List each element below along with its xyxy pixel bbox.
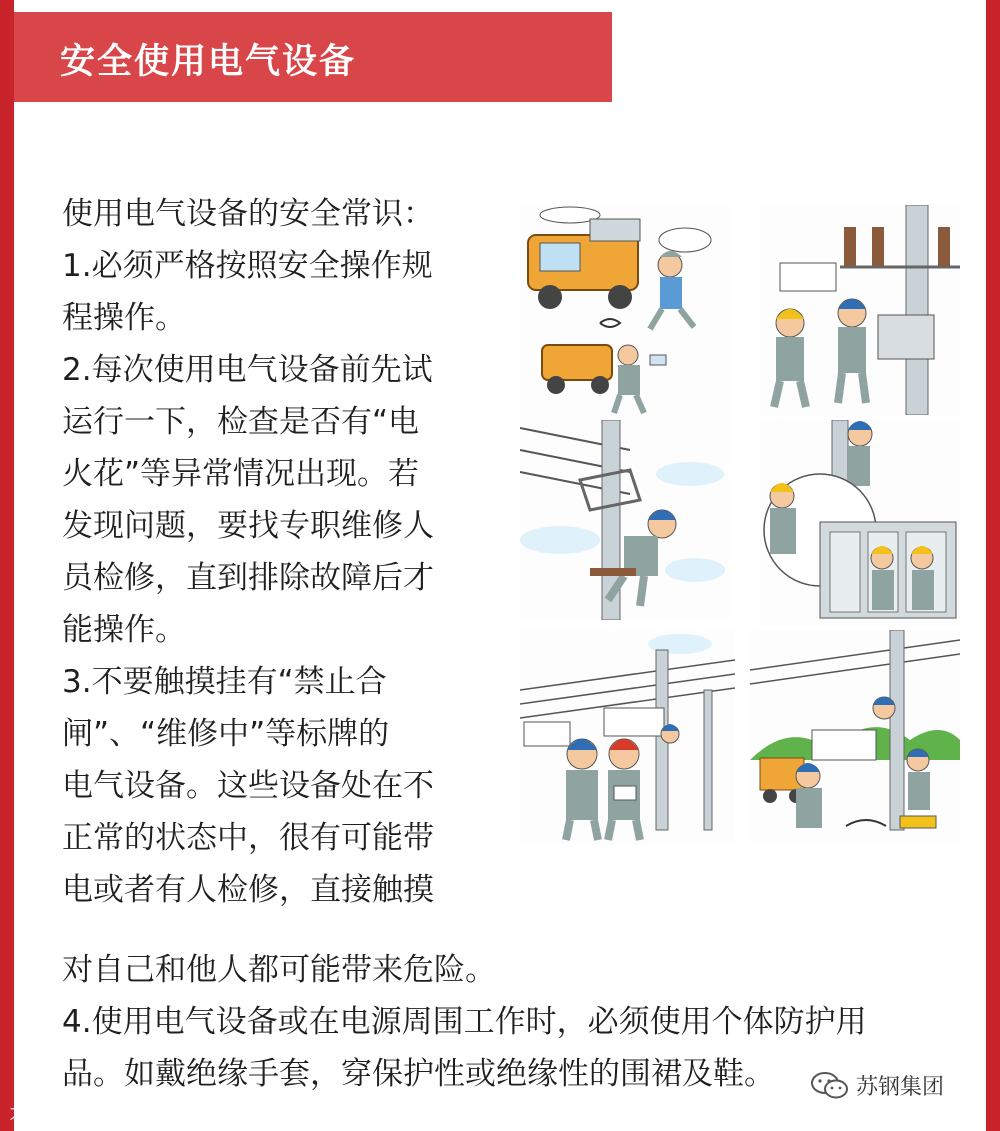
text-line: 4.使用电气设备或在电源周围工作时，必须使用个体防护用 xyxy=(62,1004,867,1040)
text-line: 员检修，直到排除故障后才 xyxy=(62,560,434,596)
pole-climber-illustration xyxy=(520,420,730,620)
text-line: 程操作。 xyxy=(62,300,186,336)
text-line: 运行一下，检查是否有“电 xyxy=(62,404,420,440)
watermark-left-text: 大数跨境 xyxy=(10,1103,78,1123)
title-banner xyxy=(14,12,612,102)
control-cabinet-illustration xyxy=(760,420,960,625)
text-line: 1.必须严格按照安全操作规 xyxy=(62,248,433,284)
repair-site-illustration xyxy=(750,630,960,845)
wechat-icon xyxy=(810,1071,850,1101)
text-line: 正常的状态中，很有可能带 xyxy=(62,820,434,856)
text-line: 品。如戴绝缘手套，穿保护性或绝缘性的围裙及鞋。 xyxy=(62,1056,775,1092)
truck-and-electrician-illustration xyxy=(520,205,730,420)
text-line: 火花”等异常情况出现。若 xyxy=(62,456,420,492)
safety-text-column xyxy=(62,188,494,916)
watermark-left xyxy=(10,1098,78,1123)
text-line: 电气设备。这些设备处在不 xyxy=(62,768,434,804)
text-line: 对自己和他人都可能带来危险。 xyxy=(62,952,496,988)
watermark-right xyxy=(810,1070,944,1101)
workers-at-switchbox-illustration xyxy=(760,205,960,415)
text-line: 能操作。 xyxy=(62,612,186,648)
text-line: 3.不要触摸挂有“禁止合 xyxy=(62,664,387,700)
workers-under-powerlines-illustration xyxy=(520,630,735,845)
text-line: 电或者有人检修，直接触摸 xyxy=(62,872,434,908)
watermark-right-text: 苏钢集团 xyxy=(856,1075,945,1100)
text-line: 2.每次使用电气设备前先试 xyxy=(62,352,433,388)
page-title: 安全使用电气设备 xyxy=(60,42,357,82)
text-line: 使用电气设备的安全常识： xyxy=(62,196,434,232)
text-line: 闸”、“维修中”等标牌的 xyxy=(62,716,390,752)
text-line: 发现问题，要找专职维修人 xyxy=(62,508,434,544)
